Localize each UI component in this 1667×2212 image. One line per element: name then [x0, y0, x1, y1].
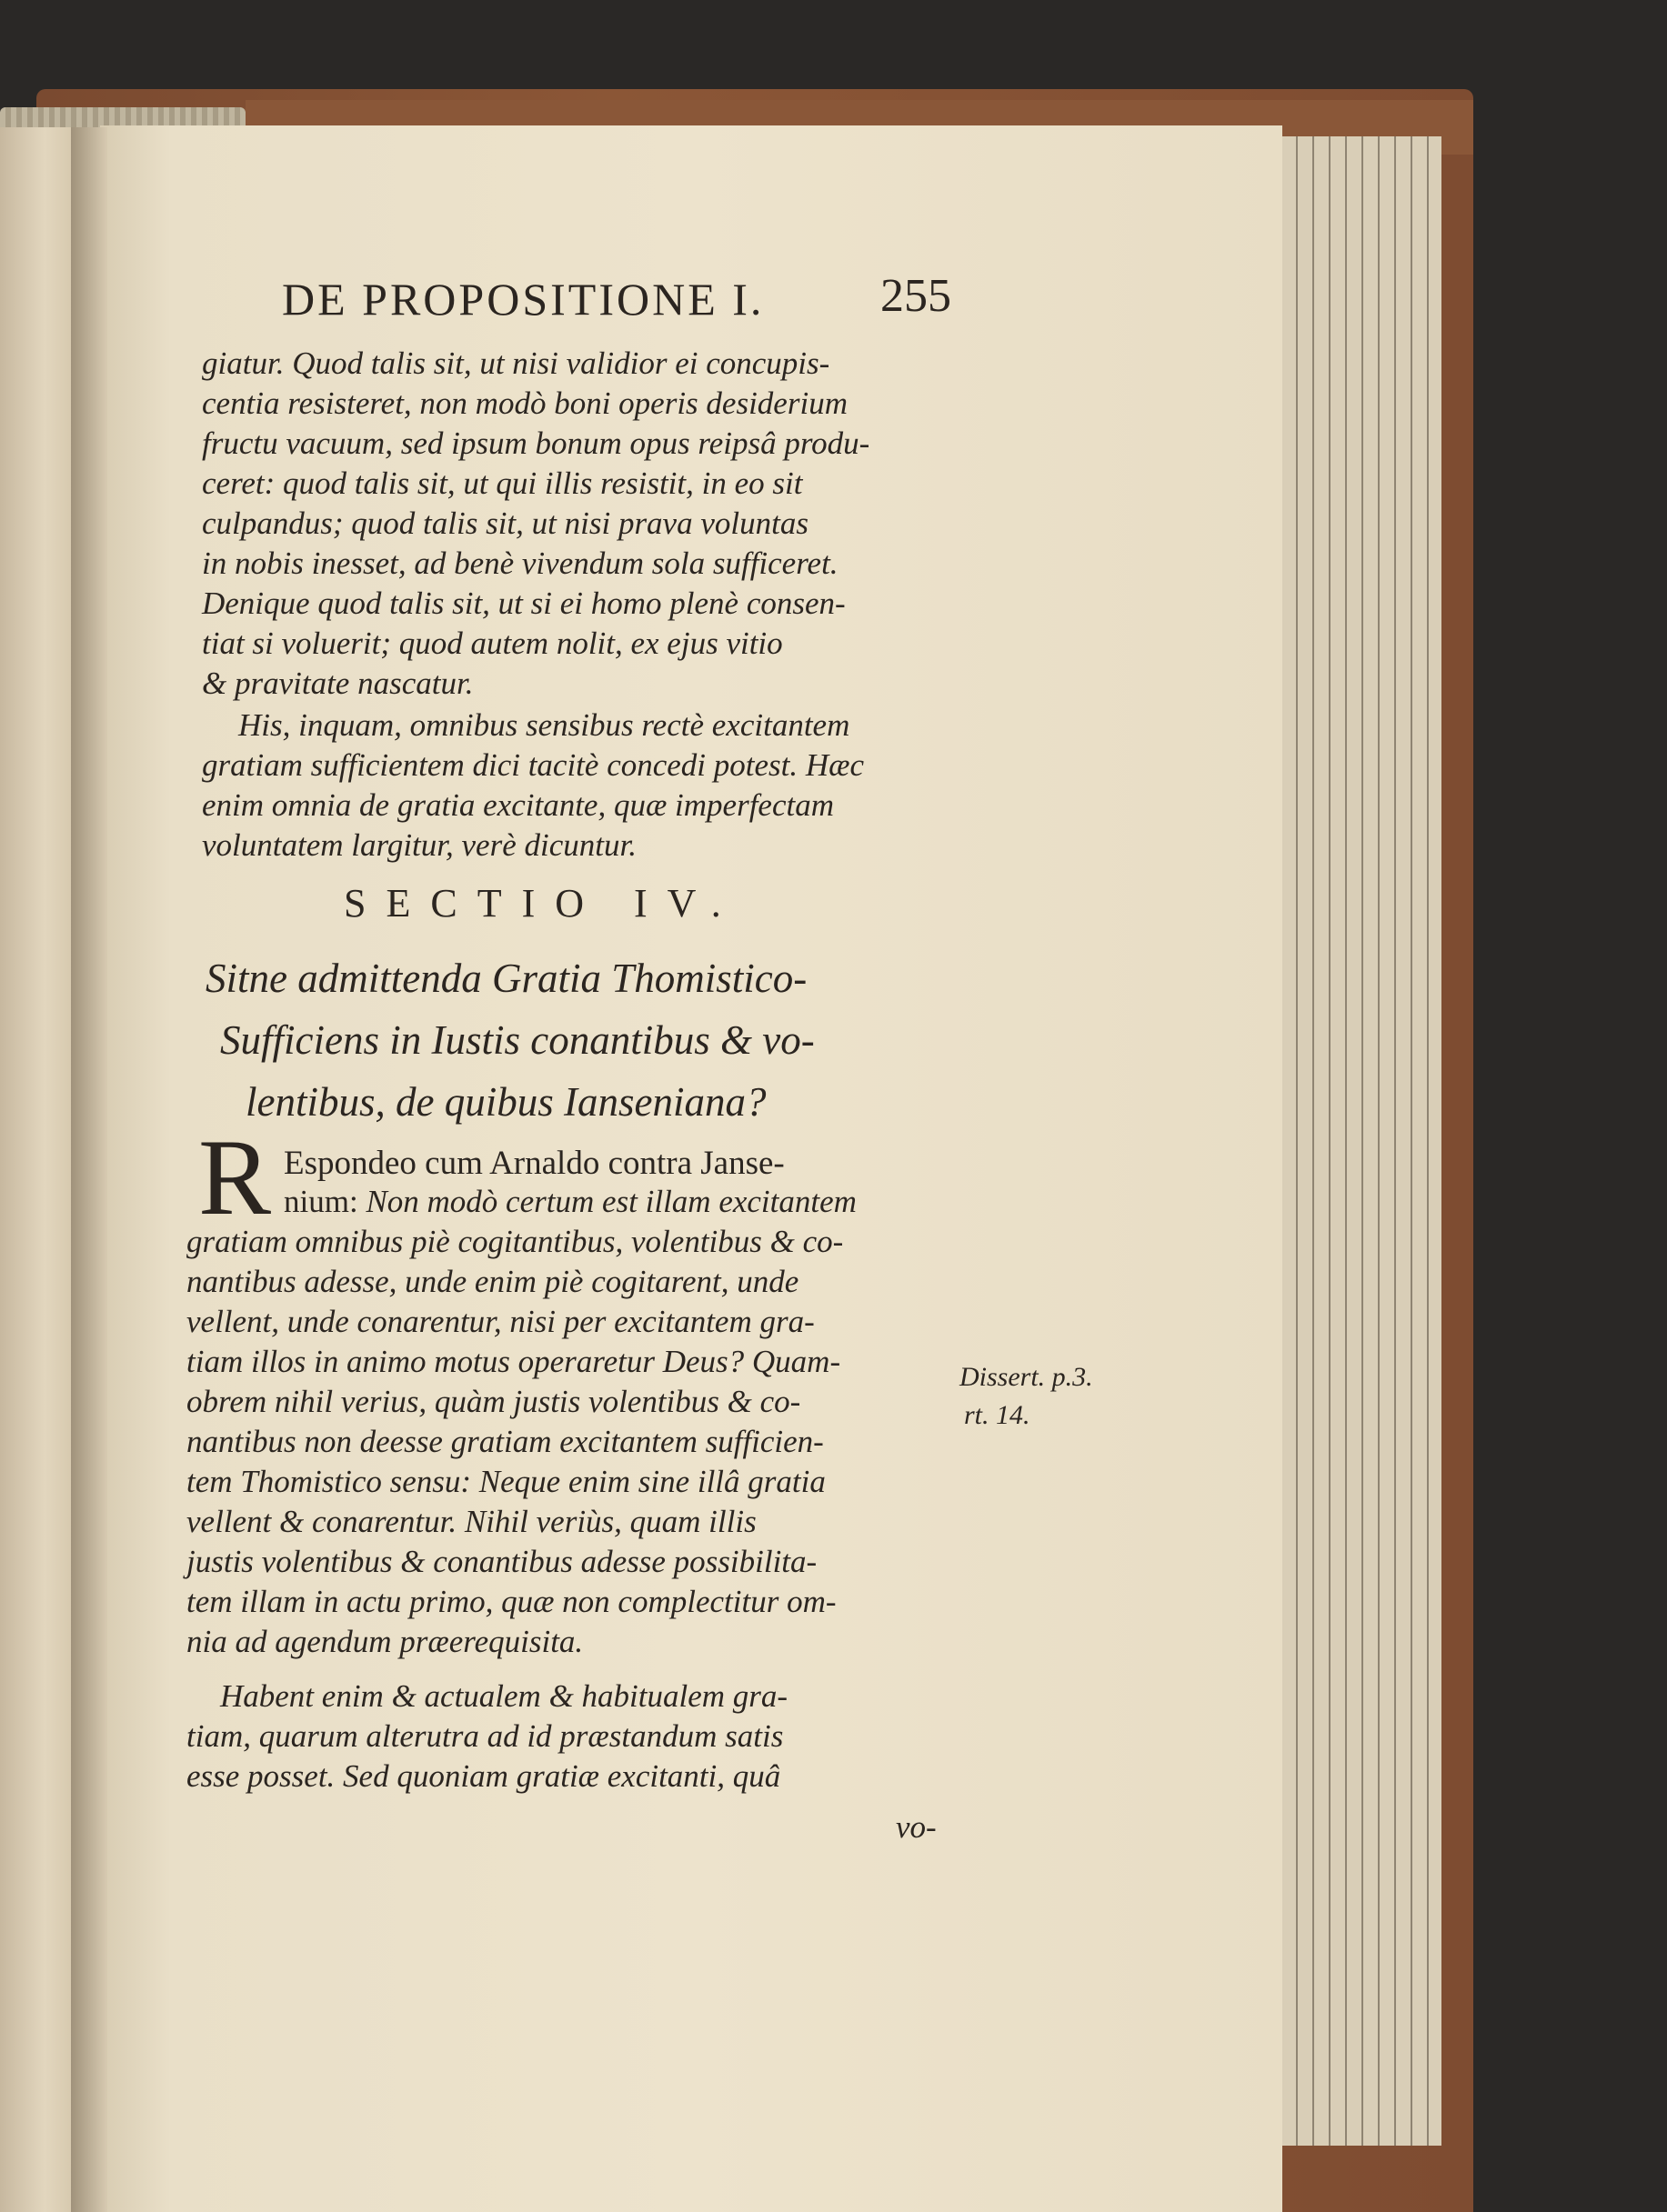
section-title-line: Sitne admittenda Gratia Thomistico-	[206, 956, 808, 1001]
text-line: nia ad agendum præerequisita.	[186, 1624, 584, 1659]
text-line: ceret: quod talis sit, ut qui illis resistit, in eo sit	[202, 465, 803, 501]
text-line: vellent, unde conarentur, nisi per excitantem gra-	[186, 1304, 815, 1339]
text-line: tem illam in actu primo, quæ non complectitur om-	[186, 1584, 837, 1619]
text-line: gratiam sufficientem dici tacitè concedi potest. Hæc	[202, 747, 865, 783]
text-line	[284, 1184, 857, 1220]
text-line: tiam, quarum alterutra ad id præstandum satis	[186, 1718, 784, 1754]
text-line: fructu vacuum, sed ipsum bonum opus reipsâ produ-	[202, 425, 870, 461]
text-line: justis volentibus & conantibus adesse possibilita-	[186, 1544, 818, 1579]
text-span: nium:	[284, 1184, 358, 1219]
text-line: vellent & conarentur. Nihil veriùs, quam illis	[186, 1504, 757, 1539]
text-line: tiat si voluerit; quod autem nolit, ex ejus vitio	[202, 626, 783, 661]
text-line: enim omnia de gratia excitante, quæ imperfectam	[202, 787, 834, 823]
page-number: 255	[880, 270, 951, 322]
text-line: obrem nihil verius, quàm justis volentibus & co-	[186, 1384, 801, 1419]
text-line: Espondeo cum Arnaldo contra Janse-	[284, 1145, 785, 1182]
text-line: Denique quod talis sit, ut si ei homo plenè consen-	[202, 586, 846, 621]
section-title-line: lentibus, de quibus Ianseniana?	[246, 1079, 767, 1125]
text-line: voluntatem largitur, verè dicuntur.	[202, 827, 637, 863]
text-line: His, inquam, omnibus sensibus rectè excitantem	[238, 707, 850, 743]
text-line: gratiam omnibus piè cogitantibus, volentibus & co-	[186, 1224, 844, 1259]
catchword: vo-	[896, 1809, 937, 1845]
text-line: culpandus; quod talis sit, ut nisi prava voluntas	[202, 505, 808, 541]
running-title: DE PROPOSITIONE I.	[282, 274, 765, 325]
text-line: tem Thomistico sensu: Neque enim sine illâ gratia	[186, 1464, 826, 1499]
text-line: esse posset. Sed quoniam gratiæ excitanti, quâ	[186, 1758, 781, 1794]
spine-gutter	[71, 127, 107, 2212]
section-heading: SECTIO IV.	[344, 881, 741, 926]
left-page-edge	[0, 127, 75, 2212]
text-line: & pravitate nascatur.	[202, 666, 474, 701]
section-title-line: Sufficiens in Iustis conantibus & vo-	[220, 1017, 815, 1063]
text-line: tiam illos in animo motus operaretur Deus? Quam-	[186, 1344, 841, 1379]
text-line: nantibus non deesse gratiam excitantem sufficien-	[186, 1424, 824, 1459]
text-line: giatur. Quod talis sit, ut nisi validior ei concupis-	[202, 345, 830, 381]
text-line: Habent enim & actualem & habitualem gra-	[220, 1678, 788, 1714]
text-span: Non modò certum est illam excitantem	[366, 1184, 857, 1219]
text-line: nantibus adesse, unde enim piè cogitarent, unde	[186, 1264, 799, 1299]
drop-cap: R	[198, 1116, 272, 1237]
text-line: centia resisteret, non modò boni operis desiderium	[202, 385, 848, 421]
margin-note-line: rt. 14.	[964, 1400, 1030, 1430]
margin-note-line: Dissert. p.3.	[959, 1362, 1093, 1392]
text-line: in nobis inesset, ad benè vivendum sola sufficeret.	[202, 545, 839, 581]
